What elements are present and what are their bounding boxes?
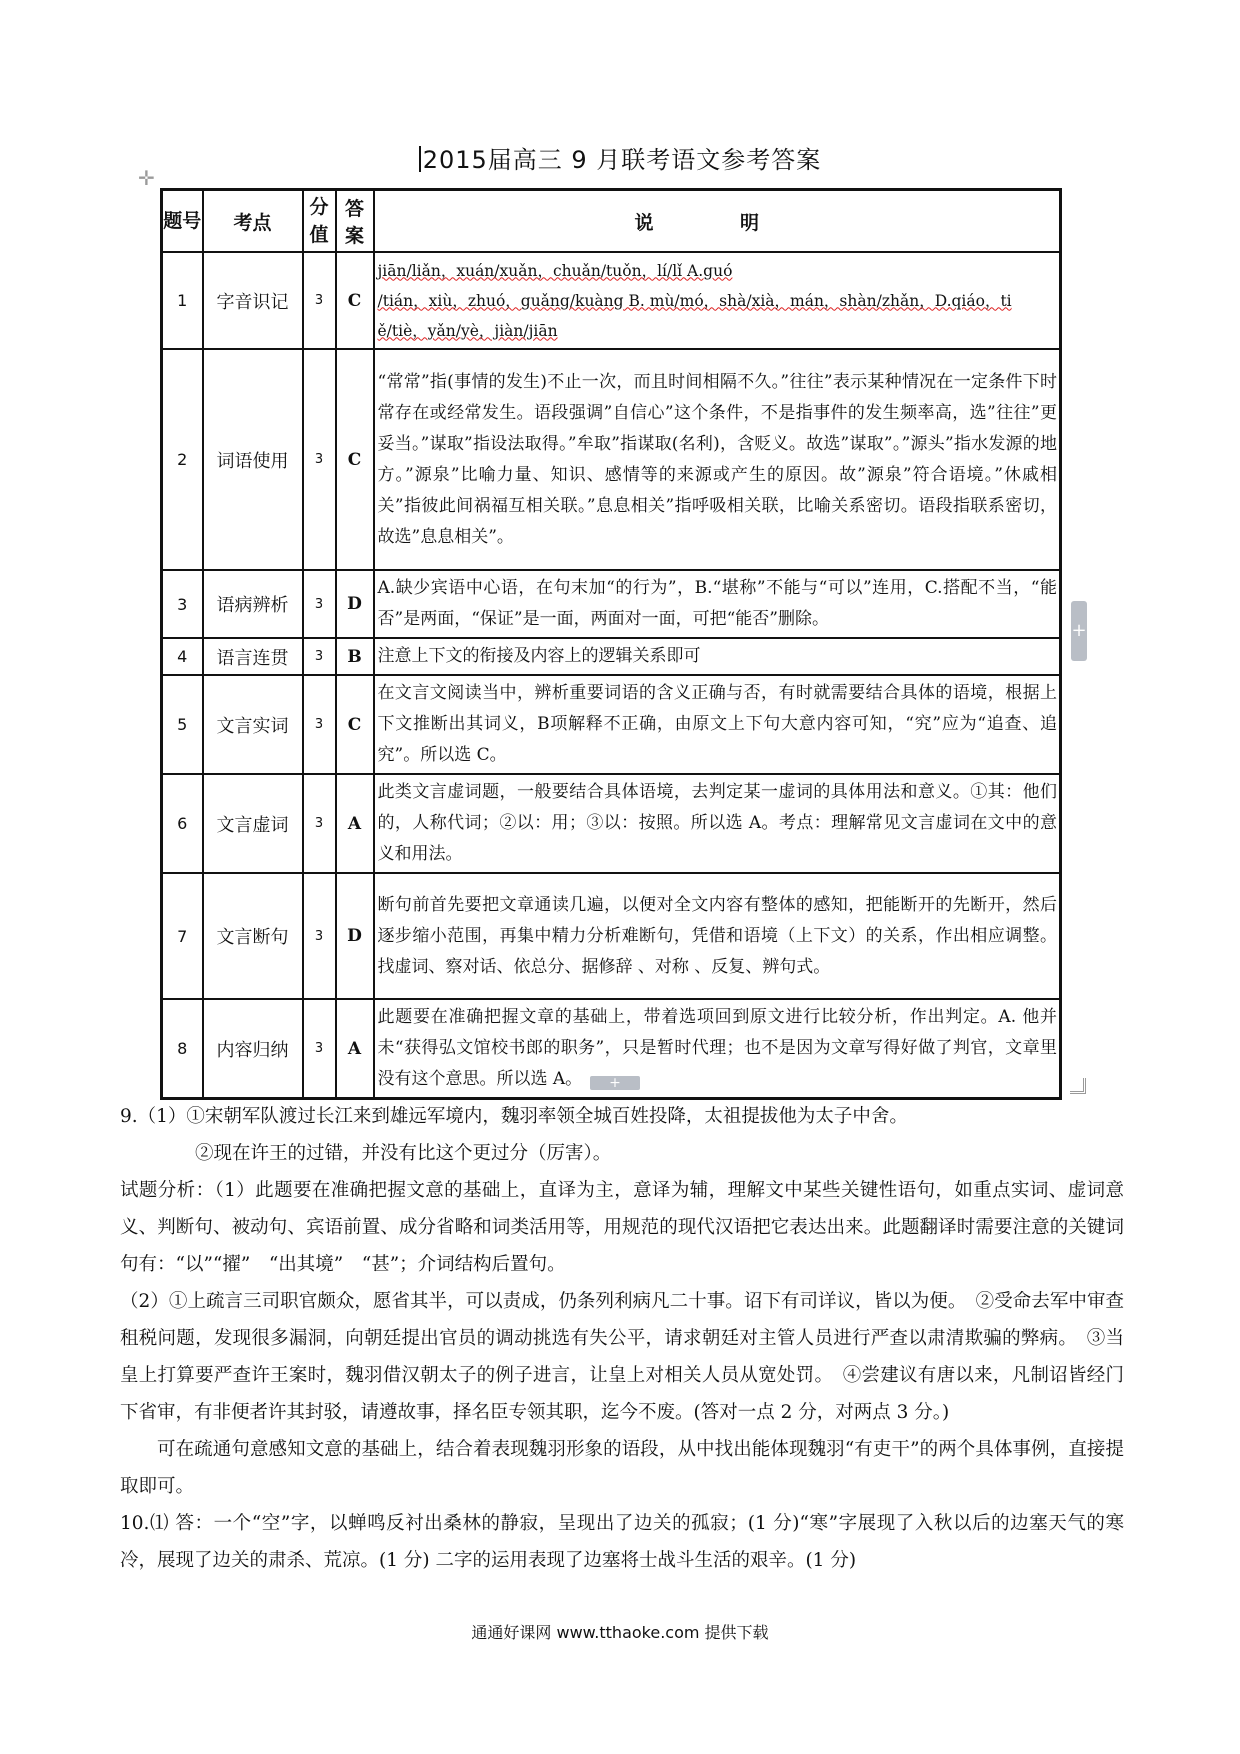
table-row xyxy=(162,252,1061,349)
row-explanation: A.缺少宾语中心语，在句末加“的行为”，B.“堪称”不能与“可以”连用，C.搭配不当，“能否”是两面，“保证”是一面，两面对一面，可把“能否”删除。 xyxy=(374,570,1061,638)
page-footer: 通通好课网 www.tthaoke.com 提供下载 xyxy=(471,1623,769,1642)
row-test-point: 语病辨析 xyxy=(203,570,303,638)
q9-part2: （2）①上疏言三司职官颇众，愿省其半，可以责成，仍条列利病凡二十事。诏下有司详议，皆以为便。 ②受命去军中审查租税问题，发现很多漏洞，向朝廷提出官员的调动挑选有失公平，请求朝廷对主管人员进行严查以肃清欺骗的弊病。 ③当皇上打算要严查许王案时，魏羽借汉朝太子的例子进言，让皇上对相关人员从宽处罚。 ④尝建议有唐以来，凡制诏皆经门下省审，有非便者许其封驳，请遵故事，择名臣专领其职，迄今不废。(答对一点 2 分，对两点 3 分。) xyxy=(120,1291,1124,1423)
row-score: 3 xyxy=(303,873,336,999)
row-answer: B xyxy=(336,638,374,675)
table-row xyxy=(162,873,1061,999)
header-score: 分值 xyxy=(303,190,336,253)
header-explanation: 说 明 xyxy=(374,190,1061,253)
header-answer: 答案 xyxy=(336,190,374,253)
q9-part1-line2: ②现在许王的过错，并没有比这个更过分（厉害）。 xyxy=(195,1143,612,1164)
pinyin-line: /tián，xiù，zhuó，guǎng/kuàng B. mù/mó，shà/xià，mán，shàn/zhǎn，D.qiáo，ti xyxy=(377,291,1012,310)
row-score: 3 xyxy=(303,349,336,570)
table-row xyxy=(162,570,1061,638)
document-title xyxy=(0,140,1240,175)
answer-table xyxy=(160,188,1062,1100)
row-number: 1 xyxy=(162,252,203,349)
row-score: 3 xyxy=(303,638,336,675)
row-explanation: 此题要在准确把握文章的基础上，带着选项回到原文进行比较分析，作出判定。A. 他并未“获得弘文馆校书郎的职务”，只是暂时代理；也不是因为文章写得好做了判官，文章里没有这个意思。所以选 A。 xyxy=(374,999,1061,1099)
q9-part1-line1: 9.（1）①宋朝军队渡过长江来到雄远军境内，魏羽率领全城百姓投降，太祖提拔他为太子中舍。 xyxy=(120,1106,908,1127)
pinyin-line: jiān/liǎn，xuán/xuǎn，chuǎn/tuǒn，lí/lǐ A.guó xyxy=(377,261,733,280)
pinyin-line: ě/tiè，yǎn/yè，jiàn/jiān xyxy=(377,321,558,340)
row-test-point: 字音识记 xyxy=(203,252,303,349)
row-explanation xyxy=(374,252,1061,349)
table-row xyxy=(162,675,1061,774)
row-answer: C xyxy=(336,349,374,570)
row-test-point: 文言断句 xyxy=(203,873,303,999)
row-number: 7 xyxy=(162,873,203,999)
row-number: 8 xyxy=(162,999,203,1099)
row-test-point: 内容归纳 xyxy=(203,999,303,1099)
header-question-number: 题号 xyxy=(162,190,203,253)
q9-analysis: 试题分析：（1）此题要在准确把握文意的基础上，直译为主，意译为辅，理解文中某些关键性语句，如重点实词、虚词意义、判断句、被动句、宾语前置、成分省略和词类活用等，用规范的现代汉语把它表达出来。此题翻译时需要注意的关键词句有：“以”“擢” “出其境” “甚”；介词结构后置句。 xyxy=(120,1180,1124,1275)
row-number: 5 xyxy=(162,675,203,774)
row-explanation: 此类文言虚词题，一般要结合具体语境，去判定某一虚词的具体用法和意义。①其：他们的，人称代词；②以：用；③以：按照。所以选 A。考点：理解常见文言虚词在文中的意义和用法。 xyxy=(374,774,1061,873)
row-number: 6 xyxy=(162,774,203,873)
title-text: 2015届高三 9 月联考语文参考答案 xyxy=(422,146,822,174)
table-resize-handle-icon[interactable] xyxy=(1070,1078,1086,1094)
text-cursor xyxy=(419,146,421,172)
row-score: 3 xyxy=(303,570,336,638)
row-number: 4 xyxy=(162,638,203,675)
row-score: 3 xyxy=(303,252,336,349)
table-row xyxy=(162,349,1061,570)
table-move-handle-icon[interactable]: ✛ xyxy=(138,166,155,190)
row-explanation: 注意上下文的衔接及内容上的逻辑关系即可 xyxy=(374,638,1061,675)
row-answer: C xyxy=(336,252,374,349)
row-answer: D xyxy=(336,873,374,999)
row-answer: C xyxy=(336,675,374,774)
row-test-point: 文言实词 xyxy=(203,675,303,774)
row-test-point: 语言连贯 xyxy=(203,638,303,675)
row-number: 3 xyxy=(162,570,203,638)
row-explanation: 在文言文阅读当中，辨析重要词语的含义正确与否，有时就需要结合具体的语境，根据上下文推断出其词义，B项解释不正确，由原文上下句大意内容可知，“究”应为“追查、追究”。所以选 C。 xyxy=(374,675,1061,774)
row-score: 3 xyxy=(303,675,336,774)
table-add-row-handle[interactable]: + xyxy=(590,1076,640,1090)
row-score: 3 xyxy=(303,774,336,873)
q10-answer: 10.⑴ 答：一个“空”字，以蝉鸣反衬出桑林的静寂，呈现出了边关的孤寂；(1 分)“寒”字展现了入秋以后的边塞天气的寒冷，展现了边关的肃杀、荒凉。(1 分) 二字的运用表现了边塞将士战斗生活的艰辛。(1 分) xyxy=(120,1513,1124,1571)
row-explanation: “常常”指(事情的发生)不止一次，而且时间相隔不久。”往往”表示某种情况在一定条件下时常存在或经常发生。语段强调”自信心”这个条件，不是指事件的发生频率高，选”往往”更妥当。”谋取”指设法取得。”牟取”指谋取(名利)，含贬义。故选”谋取”。”源头”指水发源的地方。”源泉”比喻力量、知识、感情等的来源或产生的原因。故”源泉”符合语境。”休戚相关”指彼此间祸福互相关联。”息息相关”指呼吸相关联，比喻关系密切。语段指联系密切，故选”息息相关”。 xyxy=(374,349,1061,570)
row-answer: A xyxy=(336,774,374,873)
row-answer: D xyxy=(336,570,374,638)
q9-note: 可在疏通句意感知文意的基础上，结合着表现魏羽形象的语段，从中找出能体现魏羽“有吏干”的两个具体事例，直接提取即可。 xyxy=(120,1439,1124,1497)
table-row xyxy=(162,999,1061,1099)
table-add-column-handle[interactable]: + xyxy=(1071,601,1087,661)
row-answer: A xyxy=(336,999,374,1099)
answer-body xyxy=(120,1098,1124,1579)
row-test-point: 词语使用 xyxy=(203,349,303,570)
row-explanation: 断句前首先要把文章通读几遍，以便对全文内容有整体的感知，把能断开的先断开，然后逐步缩小范围，再集中精力分析难断句，凭借和语境（上下文）的关系，作出相应调整。找虚词、察对话、依总分、据修辞 、对称 、反复、辨句式。 xyxy=(374,873,1061,999)
row-test-point: 文言虚词 xyxy=(203,774,303,873)
row-number: 2 xyxy=(162,349,203,570)
table-row xyxy=(162,774,1061,873)
table-row xyxy=(162,638,1061,675)
row-score: 3 xyxy=(303,999,336,1099)
table-header-row xyxy=(162,190,1061,253)
header-test-point: 考点 xyxy=(203,190,303,253)
